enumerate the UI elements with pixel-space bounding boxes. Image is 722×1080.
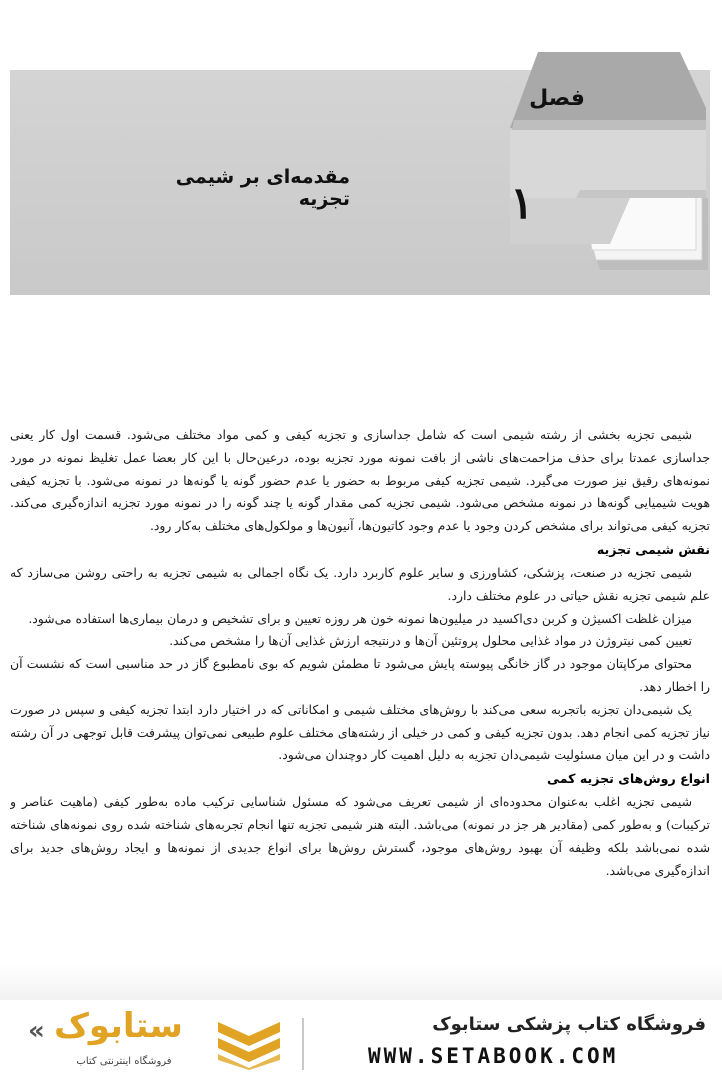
- chapter-label: فصل: [529, 86, 585, 111]
- chapter-content: [10, 424, 710, 1004]
- store-name: فروشگاه کتاب پزشکی ستابوک: [432, 1014, 706, 1035]
- role-paragraph-4: محتوای مرکاپتان موجود در گاز خانگی پیوسته پایش می‌شود تا مطمئن شویم که بوی نامطبوع گاز در حد مناسبی است که نشست آن را اخطار دهد.: [10, 656, 710, 694]
- chapter-number: ۱: [510, 178, 534, 229]
- logo-tagline: فروشگاه اینترنتی کتاب: [76, 1056, 172, 1067]
- chapter-tab-shape: [480, 48, 708, 276]
- role-paragraph-5: یک شیمی‌دان تجزیه باتجربه سعی می‌کند با روش‌های مختلف شیمی و امکاناتی که در اختیار دارد ابتدا تجزیه کیفی و سپس در صورت نیاز تجزیه کمی انجام دهد. بدون تجزیه کیفی و کمی در خیلی از رشته‌های مختلف علوم طبیعی نمی‌توان پیشرفت قابل توجهی در آن رشته داشت و در این میان مسئولیت شیمی‌دان تجزیه به دلیل اهمیت کار دوچندان می‌شود.: [10, 701, 710, 763]
- chapter-title: مقدمه‌ای بر شیمی تجزیه: [175, 166, 350, 210]
- chevron-logo-icon: [214, 1018, 284, 1070]
- store-footer: [0, 1000, 722, 1080]
- role-paragraph-1: شیمی تجزیه در صنعت، پزشکی، کشاورزی و سایر علوم کاربرد دارد. یک نگاه اجمالی به شیمی تجزیه به راحتی روشن می‌سازد که علم شیمی تجزیه نقش حیاتی در علوم مختلف دارد.: [10, 564, 710, 603]
- section-heading-methods: انواع روش‌های تجزیه کمی: [547, 771, 710, 787]
- section-heading-role: نقش شیمی تجزیه: [596, 541, 710, 557]
- role-paragraph-3: تعیین کمی نیتروژن در مواد غذایی محلول پروتئین آن‌ها و درنتیجه ارزش غذایی آن‌ها را مشخص می‌کند.: [169, 633, 692, 649]
- methods-paragraph-1: شیمی تجزیه اغلب به‌عنوان محدوده‌ای از شیمی تعریف می‌شود که مسئول شناسایی ترکیب ماده به‌طور کیفی (ماهیت عناصر و ترکیبات) و به‌طور کمی (مقادیر هر جز در نمونه) می‌باشد. البته هنر شیمی تجزیه تنها انجام تجربه‌های شناخته شده روی نمونه‌های شناخته شده نمی‌باشد بلکه وظیفه آن بهبود روش‌های موجود، گسترش روش‌ها برای انواع جدیدی از نمونه‌ها و ایجاد روش‌های جدید برای اندازه‌گیری می‌باشد.: [10, 794, 710, 878]
- logo-wordmark: ستابوک: [54, 1006, 183, 1046]
- footer-fade: [0, 965, 722, 1005]
- role-paragraph-2: میزان غلظت اکسیژن و کربن دی‌اکسید در میلیون‌ها نمونه خون هر روزه تعیین و برای تشخیص و درمان بیماری‌ها استفاده می‌شود.: [28, 610, 692, 626]
- double-chevron-icon: «: [28, 1016, 45, 1046]
- intro-paragraph: شیمی تجزیه بخشی از رشته شیمی است که شامل جداسازی و تجزیه کیفی و کمی مواد مختلف می‌شود. قسمت اول کار یعنی جداسازی عمدتا برای حذف مزاحمت‌های ناشی از بافت نمونه مورد تجزیه بوده، درعین‌حال با این کار بعضا عمل تغلیظ نمونه در مورد نمونه‌های رقیق نیز صورت می‌گیرد. شیمی تجزیه کیفی مربوط به حضور یا عدم حضور گونه یا گونه‌ها در نمونه می‌شود. با تجزیه کیفی هویت شیمیایی گونه‌ها در نمونه مشخص می‌شود. شیمی تجزیه کمی مقدار گونه یا چند گونه را در نمونه مورد تجزیه اندازه‌گیری می‌کند. تجزیه کیفی می‌تواند برای مشخص کردن وجود یا عدم وجود کاتیون‌ها، آنیون‌ها و مولکول‌های مختلف به‌کار رود.: [10, 427, 710, 534]
- logo-divider: [302, 1018, 304, 1070]
- store-url-link[interactable]: WWW.SETABOOK.COM: [368, 1044, 619, 1068]
